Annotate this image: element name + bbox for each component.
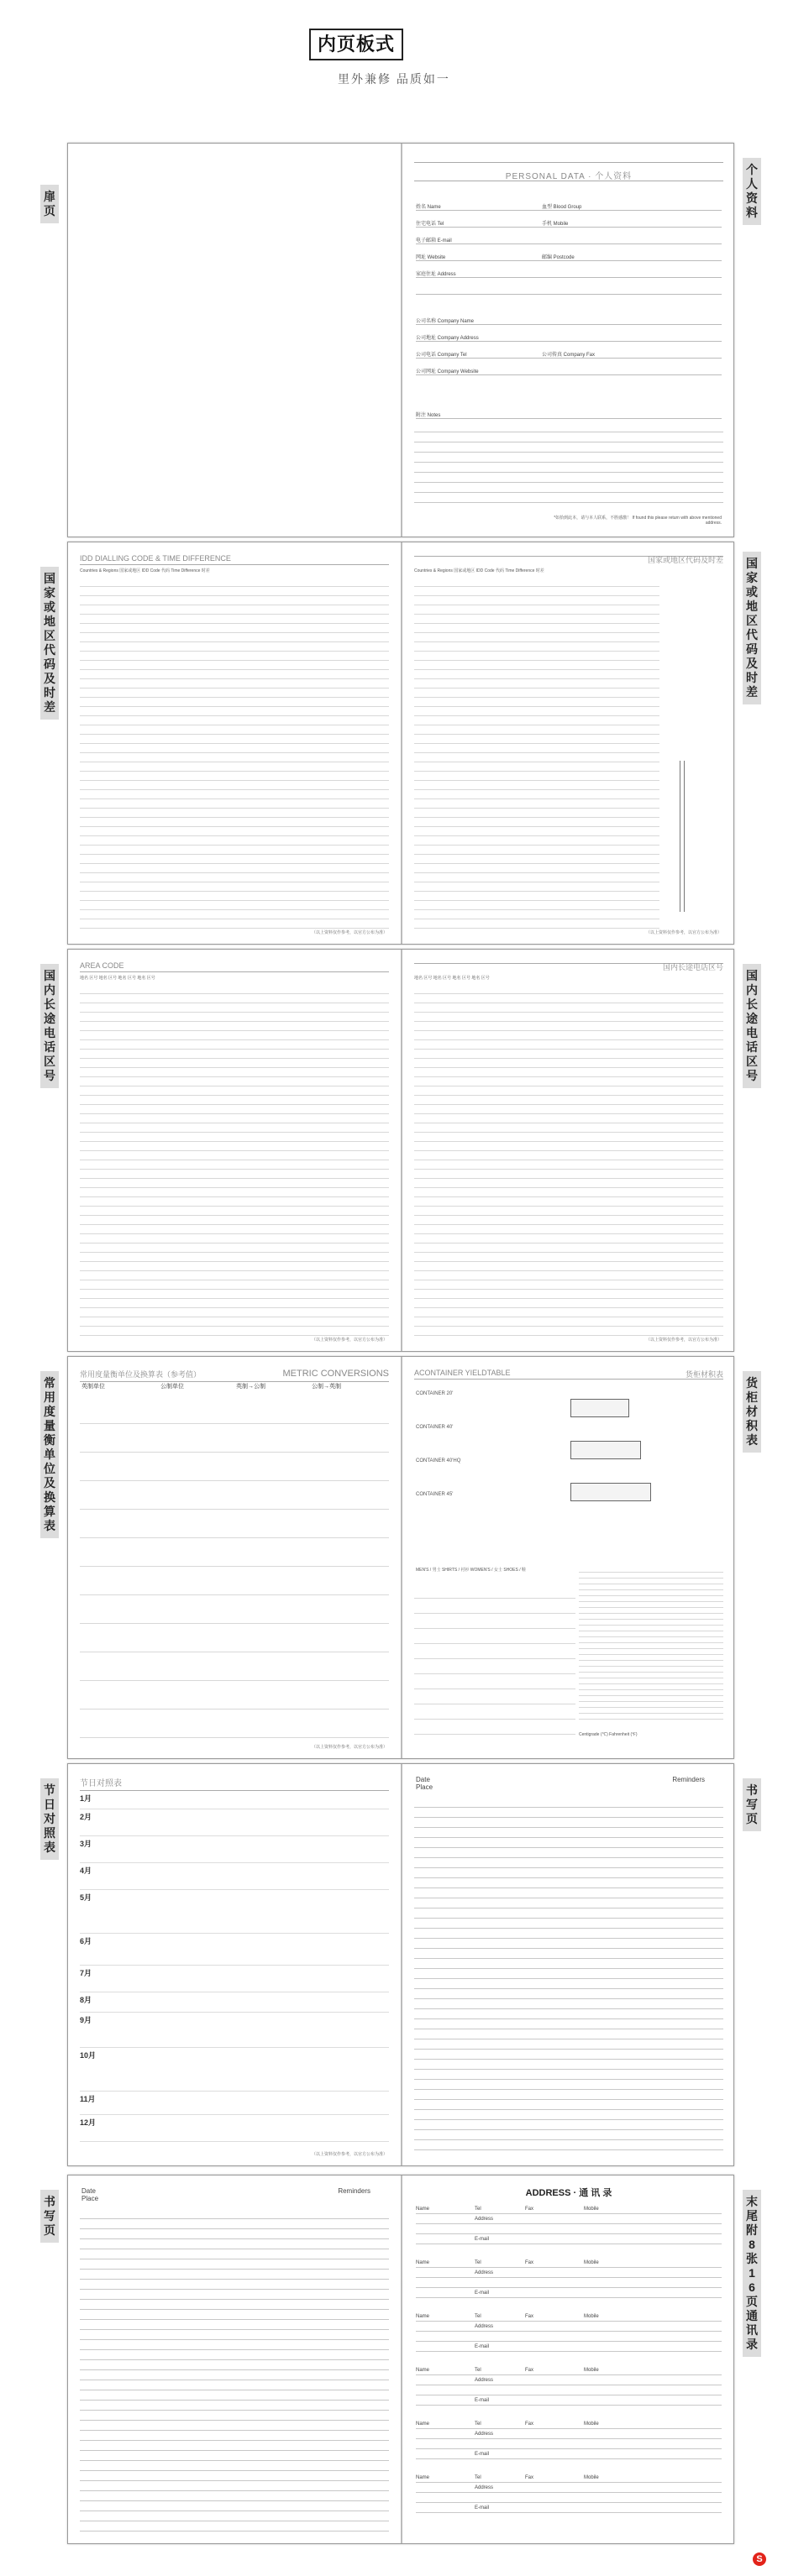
tab-glyph: 号 [44, 1069, 55, 1082]
tab-label [743, 1783, 761, 1826]
tab-glyph: 电 [44, 1026, 55, 1039]
email-label: E-mail [475, 2398, 490, 2403]
tab-glyph: 页 [746, 2295, 758, 2308]
month-label: 5月 [80, 1893, 92, 1902]
tab-glyph: 差 [746, 685, 758, 699]
idd-page-left [68, 542, 401, 944]
tab-glyph: 及 [44, 1476, 55, 1490]
tab-glyph: 话 [746, 1040, 758, 1054]
tab-glyph: 单 [44, 1448, 55, 1461]
tab-glyph: 区 [44, 629, 55, 642]
month-label: 11月 [80, 2095, 96, 2103]
mobile-label: Mobile [584, 2475, 599, 2480]
tab-glyph: 用 [44, 1390, 55, 1404]
month-label: 10月 [80, 2051, 97, 2060]
field-company-tel[interactable] [416, 343, 722, 359]
writing-lines[interactable] [414, 1798, 723, 2150]
tab-glyph: 或 [44, 600, 55, 614]
address-page [402, 2175, 735, 2543]
row-metric [44, 1356, 758, 1759]
address-entry[interactable] [416, 2312, 722, 2362]
field-label: 公司传真 Company Fax [542, 353, 596, 358]
tab-glyph: 码 [44, 657, 55, 671]
holiday-month [80, 1935, 389, 1966]
metric-heading [80, 1369, 389, 1382]
area-table-left [80, 985, 389, 1336]
truck-icon [570, 1441, 641, 1459]
truck-icon [570, 1399, 629, 1417]
holiday-month [80, 2093, 389, 2115]
tab-label [743, 969, 761, 1083]
fax-label: Fax [525, 2207, 534, 2212]
tab-glyph: 料 [746, 206, 758, 219]
spread-metric [67, 1356, 734, 1759]
fax-label: Fax [525, 2475, 534, 2480]
address-label: Address [475, 2432, 494, 2437]
personal-data-page [402, 144, 735, 537]
holiday-footer: （以上资料仅作参考，以官方公布为准） [311, 2152, 387, 2157]
place-label: Place [416, 1783, 433, 1791]
mobile-label: Mobile [584, 2207, 599, 2212]
page-title: 内页板式 [317, 34, 395, 55]
tab-glyph: 常 [44, 1376, 55, 1390]
tab-glyph: 内 [44, 983, 55, 997]
tab-glyph: 途 [746, 1012, 758, 1025]
tab-glyph: 页 [746, 1812, 758, 1825]
tab-glyph: 书 [44, 2195, 55, 2208]
container-page [402, 1357, 735, 1758]
name-label: Name [416, 2422, 430, 2427]
tab-glyph: 表 [44, 1519, 55, 1532]
address-entry[interactable] [416, 2365, 722, 2416]
tab-idd-right [743, 552, 761, 704]
tab-glyph: 张 [746, 2252, 758, 2265]
heading-text: 货柜材积表 [685, 1370, 723, 1379]
holiday-month [80, 1811, 389, 1836]
area-heading-left [80, 961, 389, 972]
clothing-size-heading: MEN'S / 男士 SHIRTS / 衬衫 WOMEN'S / 女士 SHOES / 鞋 [416, 1568, 526, 1573]
field-label: 姓名 Name [416, 205, 441, 210]
address-entry[interactable] [416, 2258, 722, 2308]
area-col-headers: 地名 区号 地名 区号 地名 区号 地名 区号 [414, 976, 490, 981]
area-footer-left: （以上资料仅作参考，以官方公布为准） [311, 1338, 387, 1343]
tab-glyph: 国 [44, 572, 55, 585]
name-label: Name [416, 2207, 430, 2212]
metric-footer: （以上资料仅作参考，以官方公布为准） [311, 1745, 387, 1750]
holiday-heading [80, 1776, 389, 1791]
field-label: 电子邮箱 E-mail [416, 238, 452, 243]
tab-glyph: 地 [44, 615, 55, 628]
tab-glyph: 算 [44, 1505, 55, 1518]
tab-label [743, 1376, 761, 1448]
logo-badge [753, 2552, 778, 2571]
address-label: Address [475, 2324, 494, 2329]
spread-idd [67, 542, 734, 945]
date-label: Date [416, 1776, 430, 1783]
container-heading [414, 1369, 723, 1380]
field-address-line2[interactable] [416, 280, 722, 295]
heading-text: 常用度量衡单位及换算表（参考值） [80, 1370, 202, 1379]
writing-lines[interactable] [80, 2209, 389, 2531]
tab-glyph: 及 [746, 657, 758, 670]
heading-text: 节日对照表 [80, 1779, 122, 1788]
month-label: 1月 [80, 1794, 92, 1803]
holiday-month [80, 1892, 389, 1934]
tab-glyph: 换 [44, 1490, 55, 1504]
writing-header [81, 2187, 387, 2202]
tab-label [743, 163, 761, 220]
area-page-left [68, 950, 401, 1351]
tel-label: Tel [475, 2207, 481, 2212]
tab-glyph: 码 [746, 642, 758, 656]
holiday-month [80, 1967, 389, 1992]
clothing-size-table [414, 1584, 575, 1735]
month-label: 6月 [80, 1937, 92, 1945]
tab-glyph: 途 [44, 1012, 55, 1025]
notes-lines[interactable] [414, 422, 723, 503]
writing-page-left [68, 2175, 401, 2543]
writing-header [416, 1776, 722, 1791]
tab-label [743, 557, 761, 699]
tab-glyph: 写 [746, 1798, 758, 1811]
tab-label [40, 1783, 59, 1855]
tab-writing-right [743, 1778, 761, 1831]
spread-holiday [67, 1763, 734, 2166]
temperature-scale [680, 761, 685, 912]
field-website[interactable] [416, 246, 722, 261]
address-entry[interactable] [416, 2473, 722, 2523]
tab-glyph: 度 [44, 1405, 55, 1418]
tab-glyph: 对 [44, 1812, 55, 1825]
row-address [44, 2175, 758, 2544]
heading-text: 国内长途电话区号 [662, 963, 723, 971]
tab-label [743, 2195, 761, 2352]
tab-label [40, 572, 59, 715]
holiday-month [80, 2117, 389, 2142]
idd-footer-left: （以上资料仅作参考，以官方公布为准） [311, 930, 387, 935]
tab-glyph: 节 [44, 1783, 55, 1797]
tel-label: Tel [475, 2422, 481, 2427]
field-label: 公司名称 Company Name [416, 319, 475, 324]
date-label: Date [81, 2187, 96, 2195]
holiday-month [80, 2014, 389, 2048]
tab-glyph: 或 [746, 585, 758, 599]
heading-text: METRIC CONVERSIONS [282, 1369, 389, 1379]
tab-glyph: 衡 [44, 1433, 55, 1447]
tab-glyph: 6 [749, 2280, 755, 2294]
field-address[interactable] [416, 263, 722, 278]
heading-text: ACONTAINER YIELDTABLE [414, 1369, 511, 1377]
tab-glyph: 电 [746, 1026, 758, 1039]
tab-glyph: 长 [44, 997, 55, 1011]
tab-glyph: 页 [44, 2223, 55, 2237]
tab-glyph: 时 [746, 671, 758, 684]
field-company-address[interactable] [416, 327, 722, 342]
address-title: ADDRESS · 通 讯 录 [525, 2188, 612, 2198]
heading-text: IDD DIALLING CODE & TIME DIFFERENCE [80, 554, 231, 563]
tab-area-left [40, 964, 59, 1088]
container-row-40: CONTAINER 40' [416, 1425, 454, 1430]
tab-glyph: 照 [44, 1826, 55, 1840]
field-label: 血型 Blood Group [542, 205, 582, 210]
container-row-40hq: CONTAINER 40'HQ [416, 1458, 461, 1463]
tab-label [40, 1376, 59, 1533]
field-label: 家庭住址 Address [416, 272, 456, 277]
tab-glyph: 资 [746, 191, 758, 205]
name-label: Name [416, 2260, 430, 2265]
tab-glyph: 家 [746, 571, 758, 584]
month-label: 12月 [80, 2118, 97, 2127]
mobile-label: Mobile [584, 2260, 599, 2265]
tab-writing-left [40, 2190, 59, 2243]
idd-col-headers: Countries & Regions 国家或地区 IDD Code 代码 Time Difference 时差 [414, 568, 544, 573]
address-label: Address [475, 2217, 494, 2222]
idd-page-right [402, 542, 735, 944]
address-label: Address [475, 2378, 494, 2383]
tab-label [40, 969, 59, 1083]
tab-glyph: 日 [44, 1798, 55, 1811]
tab-glyph: 尾 [746, 2209, 758, 2223]
tab-glyph: 材 [746, 1405, 758, 1418]
tab-glyph: 号 [746, 1069, 758, 1082]
flyleaf-page [68, 144, 401, 537]
tab-glyph: 及 [44, 672, 55, 685]
tab-holiday [40, 1778, 59, 1860]
tab-glyph: 讯 [746, 2323, 758, 2337]
month-label: 8月 [80, 1996, 92, 2004]
tab-personal [743, 158, 761, 225]
tel-label: Tel [475, 2260, 481, 2265]
tab-glyph: 差 [44, 700, 55, 714]
heading-text: 国家或地区代码及时差 [647, 556, 723, 564]
row-idd [44, 542, 758, 945]
holiday-month [80, 1865, 389, 1890]
idd-heading-left [80, 554, 389, 565]
field-label: 公司电话 Company Tel [416, 353, 467, 358]
month-label: 4月 [80, 1867, 92, 1875]
personal-footnote: *如拾到此本，请与本人联系，不胜感激！ If found this please return with above mentioned address. [554, 516, 722, 526]
rule-top [414, 162, 723, 163]
month-label: 9月 [80, 2016, 92, 2024]
tab-glyph: 地 [746, 599, 758, 613]
address-entry[interactable] [416, 2204, 722, 2254]
address-label: Address [475, 2485, 494, 2490]
idd-footer-right: （以上资料仅作参考，以官方公布为准） [645, 930, 722, 935]
place-label: Place [81, 2195, 99, 2202]
tab-glyph: 话 [44, 1040, 55, 1054]
idd-heading-right [414, 554, 723, 564]
fax-label: Fax [525, 2368, 534, 2373]
mobile-label: Mobile [584, 2314, 599, 2319]
tab-glyph: 附 [746, 2223, 758, 2237]
fax-label: Fax [525, 2314, 534, 2319]
tab-metric [40, 1371, 59, 1538]
field-label: 邮编 Postcode [542, 255, 575, 260]
row-holiday [44, 1763, 758, 2166]
spread-flyleaf [67, 143, 734, 537]
tab-glyph: 柜 [746, 1390, 758, 1404]
address-entry[interactable] [416, 2419, 722, 2469]
field-label: 网址 Website [416, 255, 446, 260]
field-notes[interactable] [416, 404, 722, 419]
month-label: 7月 [80, 1969, 92, 1977]
field-label: 附注 Notes [416, 413, 441, 418]
tab-glyph: 国 [746, 557, 758, 570]
email-label: E-mail [475, 2344, 490, 2349]
area-page-right [402, 950, 735, 1351]
name-label: Name [416, 2475, 430, 2480]
mobile-label: Mobile [584, 2368, 599, 2373]
tab-addressbook [743, 2190, 761, 2357]
tab-glyph: 家 [44, 586, 55, 599]
holiday-page [68, 1764, 401, 2165]
tab-glyph: 表 [746, 1433, 758, 1447]
idd-table-left [80, 578, 389, 929]
field-label: 公司网址 Company Website [416, 369, 479, 374]
field-tel[interactable] [416, 212, 722, 228]
holiday-month [80, 2050, 389, 2092]
fax-label: Fax [525, 2260, 534, 2265]
tel-label: Tel [475, 2368, 481, 2373]
tab-glyph: 录 [746, 2338, 758, 2351]
name-label: Name [416, 2314, 430, 2319]
container-row-45: CONTAINER 45' [416, 1492, 454, 1497]
email-label: E-mail [475, 2505, 490, 2511]
tab-flyleaf [40, 185, 59, 223]
tab-glyph: 积 [746, 1419, 758, 1432]
field-email[interactable] [416, 229, 722, 244]
tab-glyph: 区 [746, 1055, 758, 1068]
mobile-label: Mobile [584, 2422, 599, 2427]
tab-glyph: 末 [746, 2195, 758, 2208]
tab-glyph: 通 [746, 2309, 758, 2322]
temperature-footer: Centigrade (℃) Fahrenheit (℉) [579, 1732, 638, 1737]
field-company-website[interactable] [416, 360, 722, 375]
tab-glyph: 8 [749, 2238, 755, 2251]
truck-icon [570, 1483, 651, 1501]
area-table-right [414, 985, 723, 1336]
row-flyleaf [44, 143, 758, 537]
reminders-label: Reminders [338, 2187, 370, 2195]
email-label: E-mail [475, 2237, 490, 2242]
tab-glyph: 代 [44, 643, 55, 657]
title-box [309, 29, 403, 60]
field-label: 住宅电话 Tel [416, 222, 444, 227]
tab-glyph: 页 [44, 204, 55, 217]
spread-area [67, 949, 734, 1352]
metric-col-1: 英制单位 [81, 1384, 105, 1390]
tab-glyph: 书 [746, 1783, 758, 1797]
tab-glyph: 1 [749, 2266, 755, 2280]
tab-glyph: 扉 [44, 190, 55, 203]
field-name[interactable] [416, 196, 722, 211]
metric-col-2: 公制单位 [160, 1384, 184, 1390]
tab-glyph: 个 [746, 163, 758, 176]
tab-label [40, 2195, 59, 2238]
month-label: 3月 [80, 1840, 92, 1848]
address-label: Address [475, 2270, 494, 2275]
name-label: Name [416, 2368, 430, 2373]
tab-glyph: 货 [746, 1376, 758, 1390]
area-footer-right: （以上资料仅作参考，以官方公布为准） [645, 1338, 722, 1343]
heading-text: AREA CODE [80, 961, 124, 970]
container-row-20: CONTAINER 20' [416, 1391, 454, 1396]
page-header [0, 0, 788, 109]
tab-glyph: 表 [44, 1840, 55, 1854]
tab-glyph: 内 [746, 983, 758, 997]
tab-glyph: 国 [44, 969, 55, 982]
idd-col-headers: Countries & Regions 国家或地区 IDD Code 代码 Time Difference 时差 [80, 568, 210, 573]
tab-glyph: 区 [44, 1055, 55, 1068]
personal-heading: PERSONAL DATA · 个人资料 [505, 172, 633, 181]
temperature-table [579, 1567, 723, 1720]
email-label: E-mail [475, 2291, 490, 2296]
holiday-month [80, 1838, 389, 1863]
idd-table-right [414, 578, 659, 929]
tab-glyph: 人 [746, 177, 758, 191]
tab-container [743, 1371, 761, 1453]
tab-label [40, 190, 59, 218]
holiday-month [80, 1793, 389, 1809]
tab-glyph: 位 [44, 1462, 55, 1475]
tab-glyph: 代 [746, 628, 758, 641]
tab-area-right [743, 964, 761, 1088]
writing-page-right [402, 1764, 735, 2165]
metric-page [68, 1357, 401, 1758]
s-logo-icon: S [753, 2552, 766, 2566]
tab-idd-left [40, 567, 59, 720]
metric-table [80, 1395, 389, 1738]
tel-label: Tel [475, 2475, 481, 2480]
metric-col-4: 公制→英制 [312, 1384, 341, 1390]
area-heading-right [414, 961, 723, 971]
metric-col-3: 英制→公制 [236, 1384, 265, 1390]
reminders-label: Reminders [672, 1776, 705, 1783]
spread-address [67, 2175, 734, 2544]
tab-glyph: 国 [746, 969, 758, 982]
field-label: 手机 Mobile [542, 222, 569, 227]
tab-glyph: 量 [44, 1419, 55, 1432]
field-label: 公司地址 Company Address [416, 336, 479, 341]
tab-glyph: 长 [746, 997, 758, 1011]
month-label: 2月 [80, 1813, 92, 1821]
tab-glyph: 时 [44, 686, 55, 699]
page-subtitle: 里外兼修 品质如一 [338, 72, 450, 86]
row-area [44, 949, 758, 1352]
field-company-name[interactable] [416, 310, 722, 325]
email-label: E-mail [475, 2452, 490, 2457]
tab-glyph: 写 [44, 2209, 55, 2223]
fax-label: Fax [525, 2422, 534, 2427]
tel-label: Tel [475, 2314, 481, 2319]
tab-glyph: 区 [746, 614, 758, 627]
area-col-headers: 地名 区号 地名 区号 地名 区号 地名 区号 [80, 976, 155, 981]
holiday-month [80, 1994, 389, 2013]
